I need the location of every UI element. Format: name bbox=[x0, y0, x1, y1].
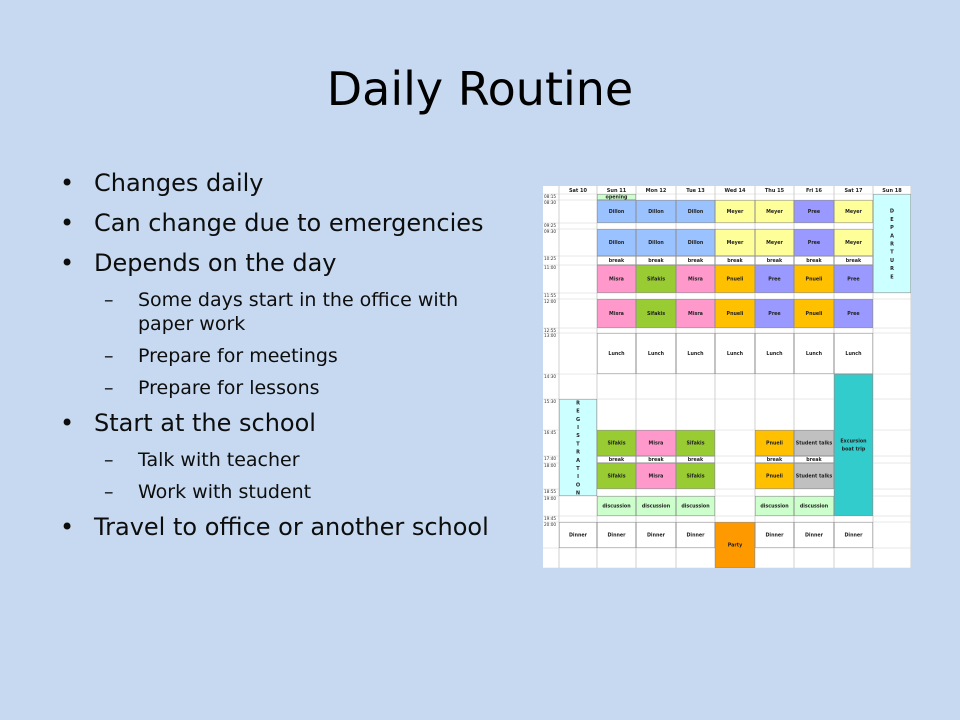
day-header: Sat 17 bbox=[844, 188, 863, 194]
block-label: Dinner bbox=[844, 533, 863, 539]
day-header: Mon 12 bbox=[645, 188, 667, 194]
block-label: Dinner bbox=[765, 533, 784, 539]
sub-bullet-item bbox=[60, 448, 490, 472]
block-label: break bbox=[687, 458, 704, 464]
day-header: Sat 10 bbox=[568, 188, 588, 194]
time-label: 08:30 bbox=[544, 200, 557, 205]
block-label: break bbox=[687, 259, 704, 265]
block-label: Dinner bbox=[607, 533, 626, 539]
bullet-text: Start at the school bbox=[94, 409, 316, 437]
block-label: Pree bbox=[768, 277, 781, 283]
dash-icon: – bbox=[104, 377, 114, 399]
time-label: 14:30 bbox=[544, 374, 557, 379]
time-label: 11:55 bbox=[544, 293, 557, 298]
block-label: Sifakis bbox=[646, 277, 666, 283]
time-label: 15:30 bbox=[544, 399, 557, 404]
block-label: Dinner bbox=[568, 533, 588, 539]
schedule-block bbox=[834, 374, 872, 515]
vertical-letter: R bbox=[890, 266, 894, 273]
bullet-item bbox=[60, 512, 490, 542]
block-label: Lunch bbox=[766, 352, 783, 358]
vertical-letter: T bbox=[576, 466, 580, 472]
vertical-letter: A bbox=[890, 233, 894, 240]
dash-icon: – bbox=[104, 481, 114, 503]
vertical-letter: I bbox=[577, 474, 579, 481]
block-label: Dinner bbox=[646, 533, 666, 539]
block-label: Pree bbox=[847, 312, 860, 318]
block-label: Misra bbox=[609, 277, 624, 283]
schedule-table bbox=[543, 186, 911, 568]
block-label: Lunch bbox=[726, 352, 744, 358]
block-label: Excursion bbox=[840, 439, 867, 445]
vertical-letter: G bbox=[575, 416, 581, 423]
block-label: break bbox=[806, 458, 822, 464]
block-label: Meyer bbox=[845, 241, 862, 247]
block-label: break bbox=[727, 259, 743, 265]
day-header: Thu 15 bbox=[764, 188, 785, 194]
block-label: Sifakis bbox=[646, 312, 666, 318]
block-label: break bbox=[806, 259, 822, 265]
time-label: 19:00 bbox=[544, 496, 557, 501]
bullet-dot-icon: • bbox=[60, 249, 75, 277]
block-label: Misra bbox=[648, 441, 664, 447]
sub-bullet-item bbox=[60, 344, 490, 368]
block-label: Meyer bbox=[766, 210, 783, 216]
block-label: Pnueli bbox=[726, 277, 744, 283]
bullet-text: Changes daily bbox=[94, 169, 264, 197]
schedule-grid bbox=[543, 186, 911, 568]
block-label: Party bbox=[727, 543, 743, 549]
block-label: Pnueli bbox=[766, 474, 783, 480]
block-label: Sifakis bbox=[686, 441, 705, 447]
block-label: Dillon bbox=[687, 241, 704, 247]
vertical-letter: N bbox=[575, 490, 581, 497]
block-label: Dillon bbox=[648, 210, 664, 216]
time-label: 20:00 bbox=[544, 522, 557, 527]
time-label: 09:30 bbox=[544, 229, 557, 234]
block-label: Dillon bbox=[648, 241, 664, 247]
slide-title: Daily Routine bbox=[326, 62, 634, 116]
time-label: 11:00 bbox=[544, 265, 557, 270]
block-label: discussion bbox=[602, 504, 631, 510]
block-label: Sifakis bbox=[607, 441, 626, 447]
block-label: discussion bbox=[760, 504, 789, 510]
vertical-letter: U bbox=[889, 257, 895, 264]
block-label: Dillon bbox=[608, 241, 625, 247]
block-label: Misra bbox=[609, 312, 624, 318]
sub-bullet-text: Prepare for lessons bbox=[138, 377, 320, 399]
time-label: 16:45 bbox=[544, 430, 557, 435]
block-label: opening bbox=[605, 195, 628, 201]
sub-bullet-text: Some days start in the office with paper work bbox=[138, 289, 459, 335]
block-label: Sifakis bbox=[686, 474, 705, 480]
time-label: 12:55 bbox=[544, 328, 557, 333]
block-label: break bbox=[845, 259, 862, 265]
vertical-letter: E bbox=[890, 216, 894, 223]
dash-icon: – bbox=[104, 289, 114, 311]
block-label: break bbox=[766, 259, 783, 265]
time-label: 18:00 bbox=[544, 463, 557, 468]
vertical-letter: O bbox=[575, 482, 581, 489]
vertical-letter: D bbox=[889, 208, 895, 215]
vertical-letter: E bbox=[890, 274, 894, 281]
block-label: discussion bbox=[799, 504, 829, 510]
bullet-list bbox=[60, 168, 490, 552]
bullet-item bbox=[60, 248, 490, 278]
bullet-dot-icon: • bbox=[60, 209, 75, 237]
block-label: Pnueli bbox=[805, 312, 823, 318]
block-label: break bbox=[766, 458, 783, 464]
time-label: 18:55 bbox=[544, 489, 557, 494]
vertical-letter: R bbox=[890, 241, 894, 248]
block-label: Lunch bbox=[647, 352, 665, 358]
sub-bullet-item bbox=[60, 376, 490, 400]
block-label: Misra bbox=[688, 277, 703, 283]
block-label: Dinner bbox=[686, 533, 705, 539]
block-label: discussion bbox=[681, 504, 710, 510]
time-label: 10:25 bbox=[544, 256, 557, 261]
time-label: 12:00 bbox=[544, 299, 557, 304]
block-label: Meyer bbox=[726, 210, 744, 216]
sub-bullet-item bbox=[60, 288, 490, 336]
block-label: Lunch bbox=[608, 352, 625, 358]
dash-icon: – bbox=[104, 449, 114, 471]
vertical-letter: P bbox=[890, 225, 894, 232]
block-label: Meyer bbox=[726, 241, 744, 247]
block-label: Lunch bbox=[805, 352, 823, 358]
block-label: Meyer bbox=[766, 241, 783, 247]
bullet-text: Can change due to emergencies bbox=[94, 209, 484, 237]
bullet-text: Travel to office or another school bbox=[94, 513, 489, 541]
sub-bullet-text: Talk with teacher bbox=[138, 449, 300, 471]
bullet-item bbox=[60, 168, 490, 198]
block-label: Pree bbox=[807, 210, 821, 216]
block-label: Lunch bbox=[845, 352, 862, 358]
block-label: Meyer bbox=[845, 210, 862, 216]
block-label: Misra bbox=[648, 474, 664, 480]
sub-bullet-text: Work with student bbox=[138, 481, 312, 503]
block-label: break bbox=[648, 458, 664, 464]
block-label: break bbox=[608, 458, 625, 464]
bullet-text: Depends on the day bbox=[94, 249, 337, 277]
bullet-dot-icon: • bbox=[60, 409, 75, 437]
time-label: 19:45 bbox=[544, 516, 557, 521]
block-label: Dillon bbox=[608, 210, 625, 216]
block-label: Dinner bbox=[804, 533, 824, 539]
block-label: Pnueli bbox=[766, 441, 783, 447]
time-label: 09:25 bbox=[544, 223, 557, 228]
block-label: Student talks bbox=[795, 441, 833, 447]
sub-bullet-item bbox=[60, 480, 490, 504]
vertical-letter: A bbox=[576, 457, 580, 464]
dash-icon: – bbox=[104, 345, 114, 367]
block-label: break bbox=[608, 259, 625, 265]
bullet-item bbox=[60, 208, 490, 238]
block-label: Pnueli bbox=[805, 277, 823, 283]
block-label: Pree bbox=[847, 277, 860, 283]
vertical-letter: I bbox=[577, 425, 579, 431]
day-header: Sun 11 bbox=[606, 188, 627, 194]
day-header: Wed 14 bbox=[724, 188, 746, 194]
bullet-dot-icon: • bbox=[60, 513, 75, 541]
block-label: Misra bbox=[688, 312, 703, 318]
block-label: discussion bbox=[641, 504, 671, 510]
block-label: Pnueli bbox=[726, 312, 744, 318]
bullet-dot-icon: • bbox=[60, 169, 75, 197]
block-label: boat trip bbox=[841, 447, 866, 453]
day-header: Tue 13 bbox=[686, 188, 705, 194]
block-label: Pree bbox=[768, 312, 781, 318]
bullet-item bbox=[60, 408, 490, 438]
sub-bullet-text: Prepare for meetings bbox=[138, 345, 338, 367]
day-header: Sun 18 bbox=[882, 188, 902, 194]
time-label: 17:40 bbox=[544, 456, 557, 461]
vertical-letter: T bbox=[576, 441, 580, 448]
vertical-letter: T bbox=[890, 249, 894, 256]
time-label: 13:00 bbox=[544, 333, 557, 338]
day-header: Fri 16 bbox=[806, 188, 822, 194]
block-label: Lunch bbox=[687, 352, 704, 358]
vertical-letter: R bbox=[576, 449, 580, 456]
block-label: Student talks bbox=[795, 474, 833, 480]
block-label: Dillon bbox=[687, 210, 704, 216]
vertical-letter: S bbox=[576, 433, 580, 440]
block-label: break bbox=[648, 259, 664, 265]
block-label: Pree bbox=[807, 241, 821, 247]
time-label: 08:15 bbox=[544, 194, 557, 199]
vertical-letter: R bbox=[576, 400, 580, 407]
vertical-letter: E bbox=[576, 408, 580, 415]
block-label: Sifakis bbox=[607, 474, 626, 480]
